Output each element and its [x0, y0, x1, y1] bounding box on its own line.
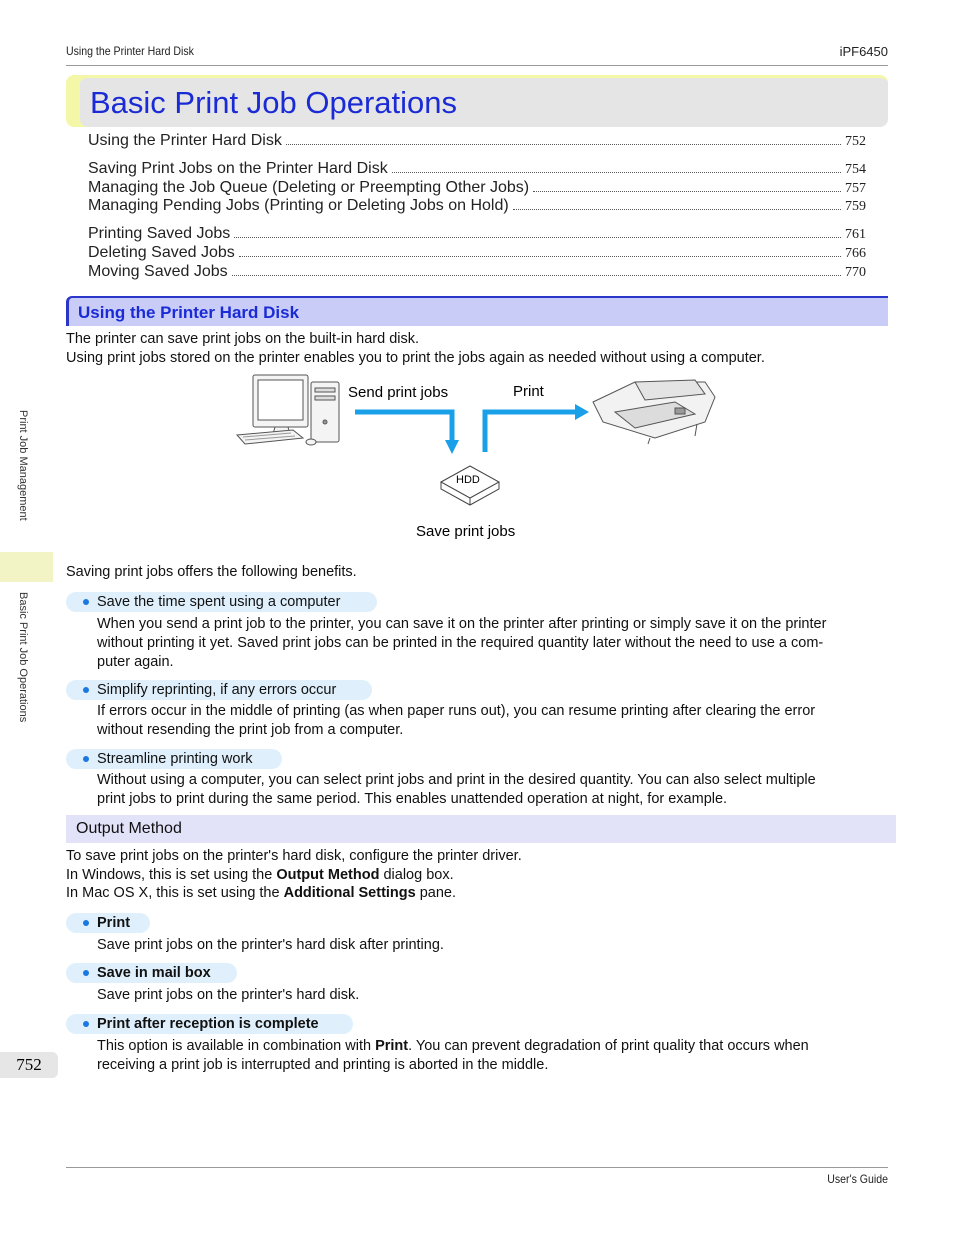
side-tab-marker: [0, 552, 53, 582]
header-rule: [66, 65, 888, 66]
bullet-icon: [83, 1021, 89, 1027]
bullet-icon: [83, 756, 89, 762]
toc-link-saving-print-jobs[interactable]: Saving Print Jobs on the Printer Hard Disk 754: [88, 160, 866, 177]
page-number: 752: [0, 1052, 58, 1078]
section-heading-bar: [66, 296, 888, 326]
benefit-heading-simplify-reprinting: Simplify reprinting, if any errors occur: [66, 680, 372, 700]
option-text-save-in-mail-box: Save print jobs on the printer's hard disk.: [97, 987, 360, 1003]
bullet-icon: [83, 970, 89, 976]
benefit-text-save-time: When you send a print job to the printer, you can save it on the printer after printing or simply save it on the printer without printing it yet. Saved print jobs can be printed in the required quantity later without the need to use a com- puter again.: [97, 616, 827, 670]
option-heading-save-in-mail-box: Save in mail box: [66, 963, 237, 983]
output-method-line-3: In Mac OS X, this is set using the Additional Settings pane.: [66, 885, 457, 901]
section-heading: Using the Printer Hard Disk: [78, 303, 300, 322]
page-title-bar: [66, 75, 888, 127]
running-footer: User's Guide: [827, 1172, 888, 1186]
subsection-heading: Output Method: [76, 820, 182, 837]
toc-link-using-printer-hard-disk[interactable]: Using the Printer Hard Disk 752: [88, 132, 866, 149]
benefit-text-simplify-reprinting: If errors occur in the middle of printing (as when paper runs out), you can resume printing after clearing the error without resending the print job from a computer.: [97, 703, 816, 738]
bullet-icon: [83, 687, 89, 693]
toc-link-managing-job-queue[interactable]: Managing the Job Queue (Deleting or Preempting Other Jobs) 757: [88, 179, 866, 196]
printer-icon: [593, 380, 715, 444]
bullet-icon: [83, 599, 89, 605]
benefit-heading-save-time: Save the time spent using a computer: [66, 592, 377, 612]
running-header-model: iPF6450: [839, 44, 888, 59]
toc-link-moving-saved-jobs[interactable]: Moving Saved Jobs 770: [88, 263, 866, 280]
toc-link-managing-pending-jobs[interactable]: Managing Pending Jobs (Printing or Deleting Jobs on Hold) 759: [88, 197, 866, 214]
toc-link-printing-saved-jobs[interactable]: Printing Saved Jobs 761: [88, 225, 866, 242]
output-method-line-2: In Windows, this is set using the Output Method dialog box.: [66, 867, 454, 883]
benefits-intro: Saving print jobs offers the following benefits.: [66, 564, 357, 580]
diagram-label-hdd: HDD: [456, 474, 480, 486]
running-header-section: Using the Printer Hard Disk: [66, 44, 194, 58]
benefit-text-streamline: Without using a computer, you can select print jobs and print in the desired quantity. You can also select multiple print jobs to print during the same period. This enables unattended operation at night, for example.: [97, 772, 816, 807]
bullet-icon: [83, 920, 89, 926]
benefit-heading-streamline: Streamline printing work: [66, 749, 282, 769]
intro-paragraph-2: Using print jobs stored on the printer enables you to print the jobs again as needed without using a computer.: [66, 350, 765, 366]
computer-icon: [237, 375, 339, 445]
footer-rule: [66, 1167, 888, 1168]
option-heading-print-after-reception: Print after reception is complete: [66, 1014, 353, 1034]
diagram-label-print: Print: [513, 383, 544, 400]
diagram-label-send: Send print jobs: [348, 384, 449, 401]
side-tab-print-job-management[interactable]: Print Job Management: [17, 410, 29, 521]
option-heading-print: Print: [66, 913, 150, 933]
toc-link-deleting-saved-jobs[interactable]: Deleting Saved Jobs 766: [88, 244, 866, 261]
print-arrow: [485, 412, 575, 452]
page-title: Basic Print Job Operations: [90, 85, 458, 120]
subsection-heading-bar: [66, 815, 896, 843]
intro-paragraph-1: The printer can save print jobs on the built-in hard disk.: [66, 331, 420, 347]
send-arrow: [355, 412, 452, 440]
hard-disk-workflow-diagram: [235, 372, 720, 552]
option-text-print: Save print jobs on the printer's hard disk after printing.: [97, 937, 444, 953]
output-method-line-1: To save print jobs on the printer's hard disk, configure the printer driver.: [66, 848, 522, 864]
diagram-label-save: Save print jobs: [416, 523, 516, 540]
option-text-print-after-reception: This option is available in combination with Print. You can prevent degradation of print quality that occurs when receiving a print job is interrupted and printing is aborted in the middle.: [97, 1038, 809, 1073]
side-tab-basic-print-job-operations[interactable]: Basic Print Job Operations: [17, 592, 29, 723]
